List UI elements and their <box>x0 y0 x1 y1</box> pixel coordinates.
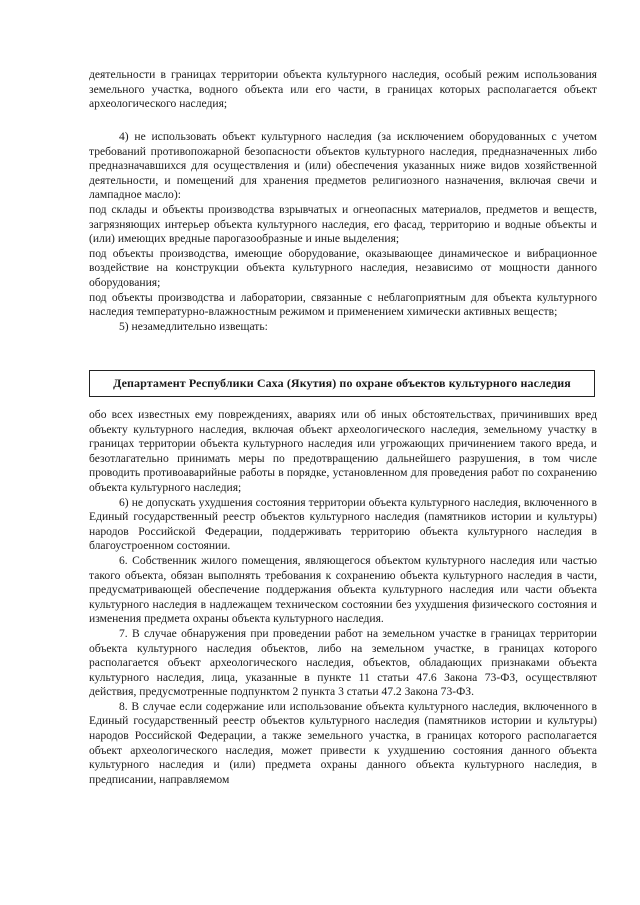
point-6-paragraph: 6. Собственник жилого помещения, являющегося объектом культурного наследия или частью такого объекта, обязан выполнять требования к сохранению объекта культурного наследия в части, предусматривающей обеспечение поддержания объекта культурного наследия или части объекта культурного наследия в надлежащем техническом состоянии без ухудшения физического состояния и изменения предмета охраны объекта культурного наследия. <box>89 553 597 626</box>
top-paragraph: деятельности в границах территории объекта культурного наследия, особый режим использования земельного участка, водного объекта или его части, в границах которых располагается объект археологического наследия; <box>89 68 597 111</box>
item-4-sub-3: под объекты производства и лаборатории, связанные с неблагоприятным для объекта культурного наследия температурно-влажностным режимом и применением химически активных веществ; <box>89 290 597 319</box>
department-name: Департамент Республики Саха (Якутия) по охране объектов культурного наследия <box>113 376 571 390</box>
item-5-continuation: обо всех известных ему повреждениях, авариях или об иных обстоятельствах, причинивших вред объекту культурного наследия, включая объект археологического наследия, земельному участку в границах территории объекта культурного наследия или угрожающих причинением такого вреда, и безотлагательно принимать меры по предотвращению дальнейшего разрушения, в том числе проводить противоаварийные работы в порядке, установленном для проведения работ по сохранению объекта культурного наследия; <box>89 408 597 494</box>
item-4-sub-1: под склады и объекты производства взрывчатых и огнеопасных материалов, предметов и веществ, загрязняющих интерьер объекта культурного наследия, его фасад, территорию и водные объекты и (или) имеющих вредные парогазообразные и иные выделения; <box>89 202 597 246</box>
item-4-intro: 4) не использовать объект культурного наследия (за исключением оборудованных с учетом требований противопожарной безопасности объектов культурного наследия, предназначенных либо предназначавшихся для осуществления и (или) обеспечения указанных ниже видов хозяйственной деятельности, и помещений для хранения предметов религиозного назначения, включая свечи и лампадное масло): <box>89 130 597 202</box>
item-4-sub-2: под объекты производства, имеющие оборудование, оказывающее динамическое и вибрационное воздействие на конструкции объекта культурного наследия, независимо от мощности данного оборудования; <box>89 246 597 289</box>
top-section <box>89 68 597 112</box>
point-8-paragraph: 8. В случае если содержание или использование объекта культурного наследия, включенного в Единый государственный реестр объектов культурного наследия (памятников истории и культуры) народов Российской Федерации, а также земельного участка, в границах которого располагается объект археологического наследия, может привести к ухудшению состояния данного объекта культурного наследия и (или) предмета охраны данного объекта культурного наследия, в предписании, направляемом <box>89 699 597 786</box>
item-4-section <box>89 130 597 334</box>
item-6-paragraph: 6) не допускать ухудшения состояния территории объекта культурного наследия, включенного в Единый государственный реестр объектов культурного наследия (памятников истории и культуры) народов Российской Федерации, поддерживать территорию объекта культурного наследия в благоустроенном состоянии. <box>89 495 597 553</box>
point-7-paragraph: 7. В случае обнаружения при проведении работ на земельном участке в границах территории объекта культурного наследия объектов, либо на земельном участке, в границах которого располагается объект археологического наследия, объектов, обладающих признаками объекта культурного наследия, лица, указанные в пункте 11 статьи 47.6 Закона 73-ФЗ, осуществляют действия, предусмотренные подпунктом 2 пункта 3 статьи 47.2 Закона 73-ФЗ. <box>89 626 597 699</box>
item-5-intro: 5) незамедлительно извещать: <box>119 319 268 333</box>
department-header-box <box>89 370 595 397</box>
main-section <box>89 408 597 787</box>
